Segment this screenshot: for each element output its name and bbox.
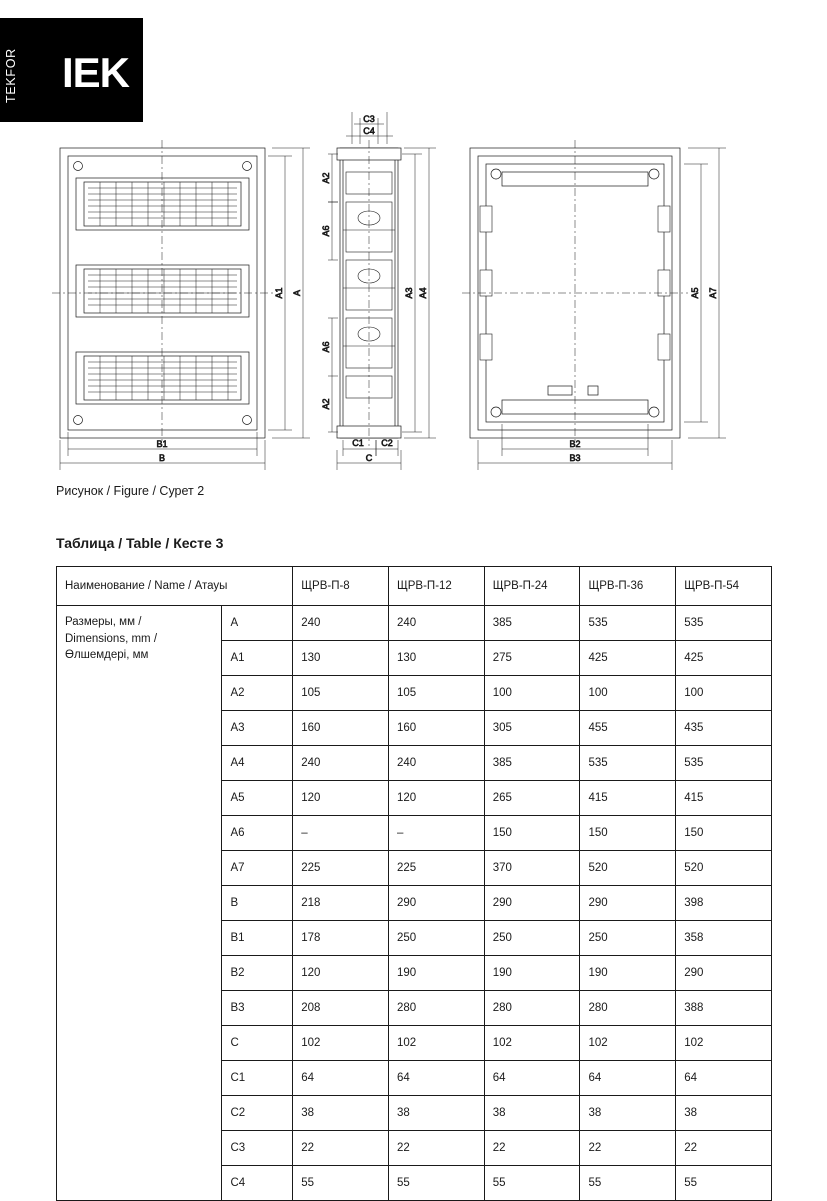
svg-text:C: C: [365, 453, 373, 463]
technical-drawing: [40, 110, 800, 470]
cell-value: 435: [676, 711, 772, 746]
cell-value: 160: [293, 711, 389, 746]
figure-caption: Рисунок / Figure / Сурет 2: [56, 484, 205, 498]
cell-value: 290: [676, 956, 772, 991]
cell-value: 55: [580, 1166, 676, 1201]
cell-value: 120: [293, 781, 389, 816]
cell-value: 290: [580, 886, 676, 921]
row-symbol: B3: [222, 991, 293, 1026]
cell-value: 280: [580, 991, 676, 1026]
cell-value: 22: [484, 1131, 580, 1166]
cell-value: 102: [580, 1026, 676, 1061]
cell-value: 240: [388, 606, 484, 641]
row-symbol: C: [222, 1026, 293, 1061]
cell-value: 535: [676, 746, 772, 781]
cell-value: 388: [676, 991, 772, 1026]
row-symbol: B1: [222, 921, 293, 956]
cell-value: 385: [484, 606, 580, 641]
cell-value: 100: [580, 676, 676, 711]
dimensions-table: [56, 566, 772, 1201]
cell-value: 38: [484, 1096, 580, 1131]
cell-value: 398: [676, 886, 772, 921]
cell-value: 150: [580, 816, 676, 851]
cell-value: 120: [388, 781, 484, 816]
cell-value: 280: [388, 991, 484, 1026]
row-symbol: A: [222, 606, 293, 641]
row-group-label-line-3: Өлшемдері, мм: [65, 649, 149, 662]
cell-value: 102: [388, 1026, 484, 1061]
column-header-model-1: ЩРВ-П-8: [293, 567, 389, 606]
cell-value: 218: [293, 886, 389, 921]
svg-text:A2: A2: [321, 172, 331, 184]
cell-value: 415: [676, 781, 772, 816]
cell-value: 22: [676, 1131, 772, 1166]
cell-value: 178: [293, 921, 389, 956]
cell-value: 535: [676, 606, 772, 641]
row-symbol: B2: [222, 956, 293, 991]
svg-text:B1: B1: [156, 439, 168, 449]
brand-vertical-text: TEKFOR: [4, 48, 18, 104]
cell-value: 160: [388, 711, 484, 746]
cell-value: 64: [293, 1061, 389, 1096]
cell-value: 102: [676, 1026, 772, 1061]
cell-value: 425: [676, 641, 772, 676]
column-header-name: Наименование / Name / Атауы: [57, 567, 293, 606]
cell-value: 64: [580, 1061, 676, 1096]
column-header-model-4: ЩРВ-П-36: [580, 567, 676, 606]
svg-text:A: A: [292, 289, 302, 297]
cell-value: 290: [388, 886, 484, 921]
cell-value: 22: [388, 1131, 484, 1166]
cell-value: 275: [484, 641, 580, 676]
cell-value: 225: [293, 851, 389, 886]
cell-value: 280: [484, 991, 580, 1026]
svg-text:A5: A5: [690, 287, 700, 299]
cell-value: 208: [293, 991, 389, 1026]
svg-text:A4: A4: [418, 287, 428, 299]
row-symbol: A7: [222, 851, 293, 886]
cell-value: 425: [580, 641, 676, 676]
cell-value: 38: [580, 1096, 676, 1131]
row-symbol: A5: [222, 781, 293, 816]
cell-value: 535: [580, 606, 676, 641]
table-row: [57, 606, 772, 641]
cell-value: 305: [484, 711, 580, 746]
cell-value: 225: [388, 851, 484, 886]
cell-value: 105: [388, 676, 484, 711]
row-symbol: C3: [222, 1131, 293, 1166]
cell-value: –: [293, 816, 389, 851]
cell-value: 535: [580, 746, 676, 781]
cell-value: 415: [580, 781, 676, 816]
cell-value: 150: [484, 816, 580, 851]
cell-value: 250: [388, 921, 484, 956]
cell-value: 358: [676, 921, 772, 956]
cell-value: 250: [580, 921, 676, 956]
row-symbol: C2: [222, 1096, 293, 1131]
row-symbol: B: [222, 886, 293, 921]
row-group-label: [57, 606, 222, 1201]
svg-text:C3: C3: [363, 114, 375, 124]
cell-value: 385: [484, 746, 580, 781]
svg-text:A1: A1: [274, 287, 284, 299]
row-symbol: C4: [222, 1166, 293, 1201]
table-header-row: [57, 567, 772, 606]
cell-value: 240: [293, 606, 389, 641]
cell-value: 38: [293, 1096, 389, 1131]
cell-value: 190: [484, 956, 580, 991]
cell-value: 105: [293, 676, 389, 711]
cell-value: 22: [293, 1131, 389, 1166]
svg-text:A2: A2: [321, 398, 331, 410]
svg-text:A3: A3: [404, 287, 414, 299]
cell-value: 55: [388, 1166, 484, 1201]
row-symbol: A4: [222, 746, 293, 781]
cell-value: 100: [484, 676, 580, 711]
cell-value: 130: [293, 641, 389, 676]
svg-text:B2: B2: [569, 439, 581, 449]
table-caption: Таблица / Table / Кесте 3: [56, 535, 224, 551]
column-header-model-5: ЩРВ-П-54: [676, 567, 772, 606]
cell-value: 22: [580, 1131, 676, 1166]
cell-value: 520: [676, 851, 772, 886]
row-symbol: A3: [222, 711, 293, 746]
cell-value: 120: [293, 956, 389, 991]
column-header-model-2: ЩРВ-П-12: [388, 567, 484, 606]
cell-value: 64: [484, 1061, 580, 1096]
cell-value: 55: [293, 1166, 389, 1201]
svg-text:C2: C2: [381, 438, 393, 448]
cell-value: 240: [293, 746, 389, 781]
cell-value: 38: [388, 1096, 484, 1131]
cell-value: 55: [676, 1166, 772, 1201]
svg-text:A6: A6: [321, 341, 331, 353]
svg-text:A7: A7: [708, 287, 718, 299]
cell-value: 265: [484, 781, 580, 816]
column-header-model-3: ЩРВ-П-24: [484, 567, 580, 606]
cell-value: 190: [580, 956, 676, 991]
svg-text:A6: A6: [321, 225, 331, 237]
svg-text:B3: B3: [569, 453, 581, 463]
brand-logo-mark: IEK: [62, 49, 130, 96]
cell-value: 64: [676, 1061, 772, 1096]
cell-value: 370: [484, 851, 580, 886]
row-symbol: C1: [222, 1061, 293, 1096]
cell-value: 150: [676, 816, 772, 851]
row-group-label-line-2: Dimensions, mm /: [65, 632, 158, 645]
cell-value: 520: [580, 851, 676, 886]
cell-value: 240: [388, 746, 484, 781]
brand-logo-block: [0, 18, 143, 122]
row-symbol: A6: [222, 816, 293, 851]
row-symbol: A1: [222, 641, 293, 676]
cell-value: 38: [676, 1096, 772, 1131]
svg-text:C1: C1: [352, 438, 364, 448]
cell-value: 250: [484, 921, 580, 956]
cell-value: 290: [484, 886, 580, 921]
cell-value: 455: [580, 711, 676, 746]
svg-text:B: B: [158, 453, 166, 463]
cell-value: 100: [676, 676, 772, 711]
row-group-label-line-1: Размеры, мм /: [65, 616, 142, 628]
cell-value: 130: [388, 641, 484, 676]
row-symbol: A2: [222, 676, 293, 711]
cell-value: 102: [484, 1026, 580, 1061]
cell-value: 55: [484, 1166, 580, 1201]
cell-value: 190: [388, 956, 484, 991]
cell-value: –: [388, 816, 484, 851]
cell-value: 64: [388, 1061, 484, 1096]
cell-value: 102: [293, 1026, 389, 1061]
svg-text:C4: C4: [363, 126, 375, 136]
